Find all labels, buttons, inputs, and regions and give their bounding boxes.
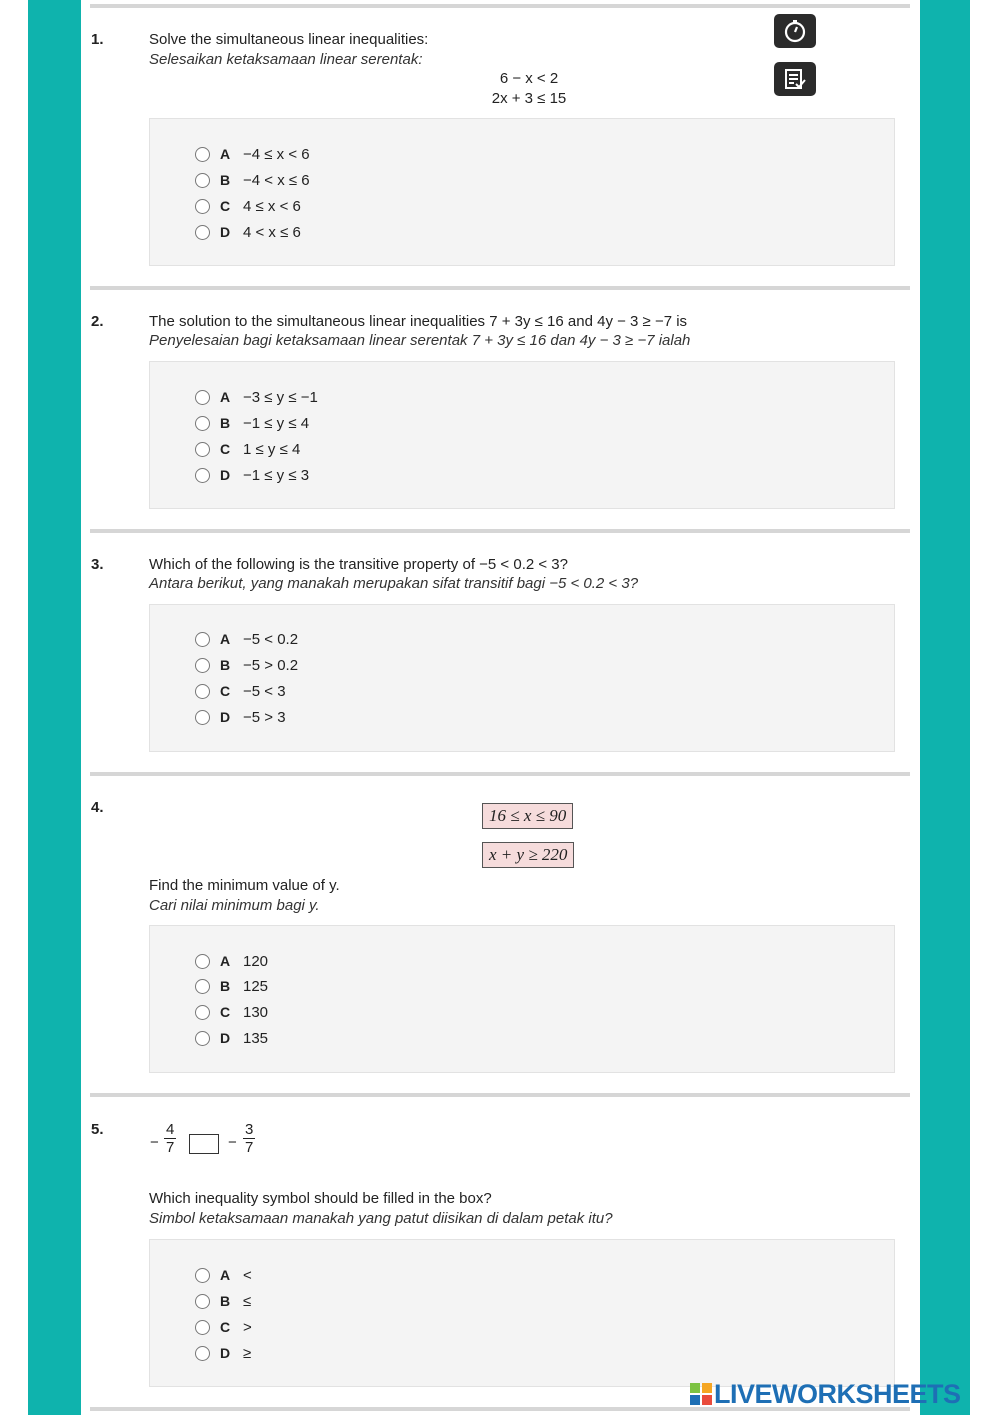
fraction-sign: − [150,1134,159,1151]
question-text-malay: Antara berikut, yang manakah merupakan sifat transitif bagi −5 < 0.2 < 3? [149,575,639,592]
answer-panel [149,925,895,1073]
divider [90,1093,910,1097]
logo-icon [690,1383,712,1405]
answer-box[interactable] [189,1134,219,1154]
question-number: 1. [91,31,104,48]
answer-panel [149,361,895,509]
radio-button[interactable] [195,199,210,214]
option-b[interactable]: B −5 > 0.2 [195,655,298,675]
stopwatch-icon [783,19,807,43]
question-text-malay: Simbol ketaksamaan manakah yang patut diisikan di dalam petak itu? [149,1210,613,1227]
radio-button[interactable] [195,468,210,483]
option-c[interactable]: C 130 [195,1002,268,1022]
option-b[interactable]: B ≤ [195,1291,251,1311]
question-number: 2. [91,313,104,330]
question-text-malay: Penyelesaian bagi ketaksamaan linear serentak 7 + 3y ≤ 16 dan 4y − 3 ≥ −7 ialah [149,332,691,349]
equation: 2x + 3 ≤ 15 [491,90,567,107]
option-c[interactable]: C > [195,1317,252,1337]
timer-button[interactable] [774,14,816,48]
fraction-numerator: 4 [166,1121,175,1138]
question-text-malay: Cari nilai minimum bagi y. [149,897,320,914]
question-text-english: Which inequality symbol should be filled in the box? [149,1190,492,1207]
logo-text: LIVEWORKSHEETS [714,1378,961,1409]
question-number: 4. [91,799,104,816]
radio-button[interactable] [195,442,210,457]
radio-button[interactable] [195,979,210,994]
answer-panel [149,604,895,752]
option-c[interactable]: C 1 ≤ y ≤ 4 [195,439,300,459]
right-teal-border [920,0,970,1415]
question-text-english: Solve the simultaneous linear inequalities: [149,31,429,48]
fraction-denominator: 7 [245,1139,254,1156]
radio-button[interactable] [195,1268,210,1283]
fraction-right [243,1121,255,1156]
divider [90,772,910,776]
question-text-english: Find the minimum value of y. [149,877,340,894]
radio-button[interactable] [195,1294,210,1309]
option-a[interactable]: A −3 ≤ y ≤ −1 [195,387,318,407]
option-c[interactable]: C −5 < 3 [195,681,286,701]
question-text-malay: Selesaikan ketaksamaan linear serentak: [149,51,423,68]
radio-button[interactable] [195,954,210,969]
fraction-sign: − [228,1134,237,1151]
radio-button[interactable] [195,173,210,188]
fraction-left [164,1121,176,1156]
liveworksheets-logo [690,1376,961,1412]
radio-button[interactable] [195,632,210,647]
option-b[interactable]: B −4 < x ≤ 6 [195,170,310,190]
radio-button[interactable] [195,684,210,699]
equation: 6 − x < 2 [499,70,559,87]
radio-button[interactable] [195,1346,210,1361]
option-b[interactable]: B 125 [195,976,268,996]
checklist-button[interactable] [774,62,816,96]
question-number: 3. [91,556,104,573]
divider [90,529,910,533]
option-a[interactable]: A 120 [195,951,268,971]
option-d[interactable]: D −1 ≤ y ≤ 3 [195,465,309,485]
radio-button[interactable] [195,390,210,405]
option-a[interactable]: A < [195,1265,252,1285]
radio-button[interactable] [195,1005,210,1020]
left-teal-border [28,0,81,1415]
answer-panel [149,1239,895,1387]
answer-panel [149,118,895,266]
option-a[interactable]: A −5 < 0.2 [195,629,298,649]
option-d[interactable]: D 4 < x ≤ 6 [195,222,301,242]
radio-button[interactable] [195,658,210,673]
radio-button[interactable] [195,1031,210,1046]
option-d[interactable]: D −5 > 3 [195,707,286,727]
math-box: 16 ≤ x ≤ 90 [482,803,573,829]
math-box: x + y ≥ 220 [482,842,574,868]
radio-button[interactable] [195,225,210,240]
checklist-icon [783,67,807,91]
option-d[interactable]: D 135 [195,1028,268,1048]
option-a[interactable]: A −4 ≤ x < 6 [195,144,310,164]
fraction-numerator: 3 [245,1121,254,1138]
radio-button[interactable] [195,416,210,431]
option-c[interactable]: C 4 ≤ x < 6 [195,196,301,216]
divider [90,4,910,8]
radio-button[interactable] [195,710,210,725]
question-text-english: Which of the following is the transitive property of −5 < 0.2 < 3? [149,556,568,573]
option-d[interactable]: D ≥ [195,1343,251,1363]
divider [90,286,910,290]
option-b[interactable]: B −1 ≤ y ≤ 4 [195,413,309,433]
question-text-english: The solution to the simultaneous linear inequalities 7 + 3y ≤ 16 and 4y − 3 ≥ −7 is [149,313,688,330]
radio-button[interactable] [195,1320,210,1335]
radio-button[interactable] [195,147,210,162]
fraction-denominator: 7 [166,1139,175,1156]
question-number: 5. [91,1121,104,1138]
